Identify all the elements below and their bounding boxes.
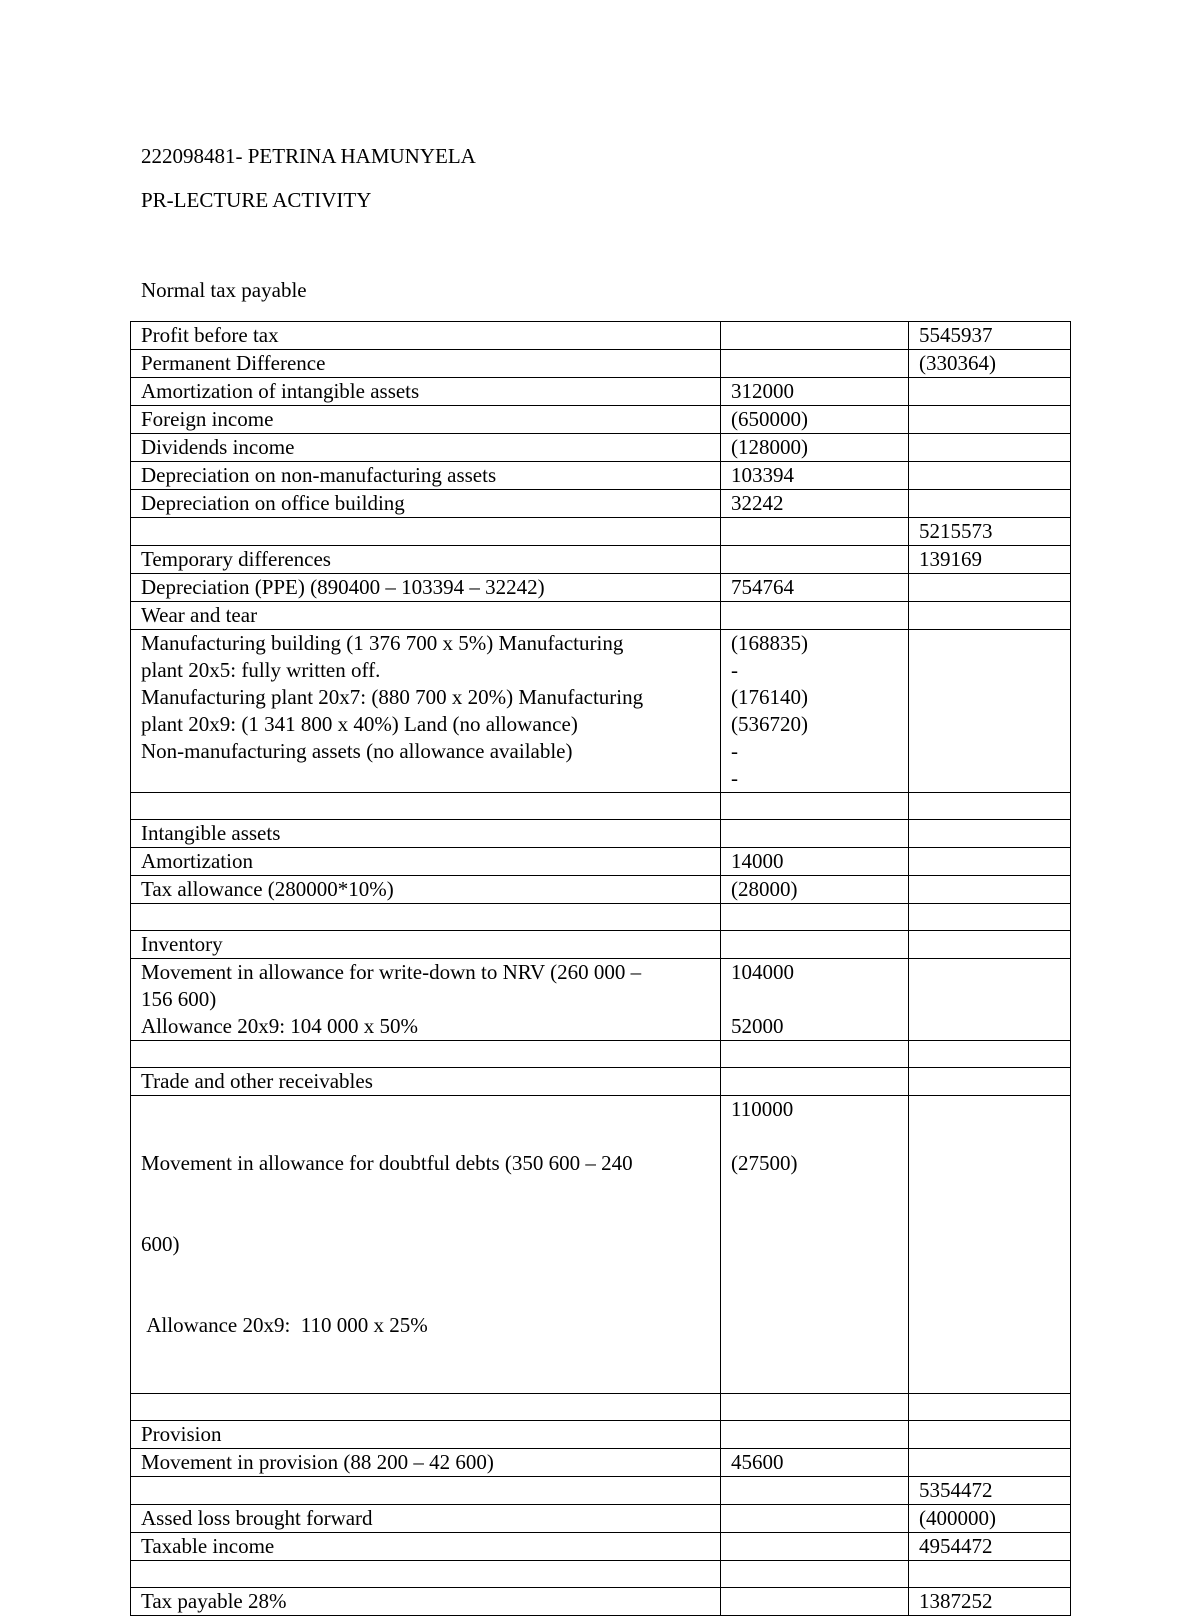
row-amount — [721, 1533, 909, 1561]
row-total — [909, 931, 1071, 959]
row-label: Permanent Difference — [131, 350, 721, 378]
row-total: (400000) — [909, 1505, 1071, 1533]
amount-line: 104000 — [731, 960, 794, 984]
row-total — [909, 406, 1071, 434]
amount-line: 110000 — [731, 1097, 794, 1121]
row-label: Depreciation on office building — [131, 490, 721, 518]
row-label — [131, 1477, 721, 1505]
table-row — [131, 406, 1071, 434]
row-total — [909, 959, 1071, 1041]
table-row — [131, 602, 1071, 630]
row-total: 5545937 — [909, 322, 1071, 350]
wear-and-tear-detail-row — [131, 630, 1071, 793]
blank-row — [131, 793, 1071, 820]
row-amount: 45600 — [721, 1449, 909, 1477]
blank-row — [131, 1394, 1071, 1421]
amount-line — [731, 1123, 898, 1150]
table-row — [131, 1505, 1071, 1533]
amount-line: - — [731, 658, 738, 682]
table-row — [131, 1421, 1071, 1449]
row-label: Taxable income — [131, 1533, 721, 1561]
row-label: Profit before tax — [131, 322, 721, 350]
row-label: Depreciation on non-manufacturing assets — [131, 462, 721, 490]
subtotal-row — [131, 1477, 1071, 1505]
row-total — [909, 462, 1071, 490]
row-amount — [721, 602, 909, 630]
row-amount — [721, 820, 909, 848]
description-line: Allowance 20x9: 104 000 x 50% — [141, 1014, 419, 1038]
row-total — [909, 630, 1071, 793]
row-total: 139169 — [909, 546, 1071, 574]
table-row — [131, 350, 1071, 378]
row-amount: 14000 — [721, 848, 909, 876]
blank-row — [131, 1041, 1071, 1068]
row-total: 4954472 — [909, 1533, 1071, 1561]
table-row — [131, 1533, 1071, 1561]
row-label — [131, 518, 721, 546]
table-row — [131, 574, 1071, 602]
table-row — [131, 820, 1071, 848]
row-amount — [721, 1068, 909, 1096]
receivables-descriptions — [131, 1096, 721, 1394]
row-total — [909, 434, 1071, 462]
table-row — [131, 434, 1071, 462]
amount-line — [731, 986, 898, 1013]
row-total: 5354472 — [909, 1477, 1071, 1505]
amount-line: 52000 — [731, 1014, 784, 1038]
row-total — [909, 1421, 1071, 1449]
inventory-descriptions — [131, 959, 721, 1041]
description-line: Non-manufacturing assets (no allowance available) — [141, 739, 573, 763]
table-row — [131, 322, 1071, 350]
row-label: Temporary differences — [131, 546, 721, 574]
row-label: Foreign income — [131, 406, 721, 434]
table-row — [131, 1068, 1071, 1096]
description-line: Movement in allowance for write-down to NRV (260 000 – — [141, 960, 642, 984]
tax-payable-row — [131, 1588, 1071, 1616]
row-total — [909, 378, 1071, 406]
row-total: 1387252 — [909, 1588, 1071, 1616]
wear-and-tear-amounts — [721, 630, 909, 793]
row-label: Intangible assets — [131, 820, 721, 848]
row-amount: 754764 — [721, 574, 909, 602]
row-total — [909, 1096, 1071, 1394]
row-amount — [721, 931, 909, 959]
row-total: 5215573 — [909, 518, 1071, 546]
row-amount — [721, 322, 909, 350]
row-label: Provision — [131, 1421, 721, 1449]
row-total — [909, 490, 1071, 518]
row-total — [909, 876, 1071, 904]
row-label: Depreciation (PPE) (890400 – 103394 – 32242) — [131, 574, 721, 602]
section-title: Normal tax payable — [141, 278, 307, 302]
table-row — [131, 1449, 1071, 1477]
description-line: plant 20x5: fully written off. — [141, 658, 381, 682]
row-amount — [721, 1421, 909, 1449]
row-amount: (128000) — [721, 434, 909, 462]
table-row — [131, 490, 1071, 518]
description-line: Manufacturing building (1 376 700 x 5%) Manufacturing — [141, 631, 624, 655]
table-row — [131, 546, 1071, 574]
row-amount: 32242 — [721, 490, 909, 518]
amount-line: - — [731, 739, 738, 763]
table-row — [131, 848, 1071, 876]
row-label: Tax payable 28% — [131, 1588, 721, 1616]
row-label: Assed loss brought forward — [131, 1505, 721, 1533]
tax-computation-table — [130, 321, 1071, 1616]
row-label: Trade and other receivables — [131, 1068, 721, 1096]
row-total — [909, 848, 1071, 876]
table-row — [131, 931, 1071, 959]
row-total: (330364) — [909, 350, 1071, 378]
row-amount — [721, 1588, 909, 1616]
row-total — [909, 1449, 1071, 1477]
wear-and-tear-descriptions — [131, 630, 721, 793]
row-amount: 103394 — [721, 462, 909, 490]
description-line: Allowance 20x9: 110 000 x 25% — [141, 1313, 428, 1337]
row-amount: (650000) — [721, 406, 909, 434]
blank-row — [131, 904, 1071, 931]
row-amount — [721, 350, 909, 378]
description-line: 600) — [141, 1232, 180, 1256]
row-amount — [721, 1477, 909, 1505]
row-label: Dividends income — [131, 434, 721, 462]
table-row — [131, 378, 1071, 406]
amount-line: (536720) — [731, 712, 808, 736]
row-amount — [721, 546, 909, 574]
receivables-detail-row — [131, 1096, 1071, 1394]
amount-line: (27500) — [731, 1151, 798, 1175]
inventory-detail-row — [131, 959, 1071, 1041]
blank-row — [131, 1561, 1071, 1588]
row-total — [909, 820, 1071, 848]
row-total — [909, 602, 1071, 630]
description-line: Manufacturing plant 20x7: (880 700 x 20%) Manufacturing — [141, 685, 644, 709]
description-line: plant 20x9: (1 341 800 x 40%) Land (no allowance) — [141, 712, 578, 736]
row-label: Movement in provision (88 200 – 42 600) — [131, 1449, 721, 1477]
row-amount: 312000 — [721, 378, 909, 406]
row-label: Inventory — [131, 931, 721, 959]
table-row — [131, 876, 1071, 904]
description-line: 156 600) — [141, 987, 217, 1011]
row-label: Wear and tear — [131, 602, 721, 630]
amount-line: (176140) — [731, 685, 808, 709]
activity-title: PR-LECTURE ACTIVITY — [141, 188, 372, 212]
row-total — [909, 1068, 1071, 1096]
row-total — [909, 574, 1071, 602]
receivables-amounts — [721, 1096, 909, 1394]
row-amount — [721, 1505, 909, 1533]
amount-line: - — [731, 766, 738, 790]
amount-line: (168835) — [731, 631, 808, 655]
student-id-name: 222098481- PETRINA HAMUNYELA — [141, 144, 476, 168]
table-row — [131, 462, 1071, 490]
row-label: Amortization of intangible assets — [131, 378, 721, 406]
row-label: Tax allowance (280000*10%) — [131, 876, 721, 904]
subtotal-row — [131, 518, 1071, 546]
inventory-amounts — [721, 959, 909, 1041]
row-amount — [721, 518, 909, 546]
row-amount: (28000) — [721, 876, 909, 904]
row-label: Amortization — [131, 848, 721, 876]
description-line: Movement in allowance for doubtful debts (350 600 – 240 — [141, 1151, 633, 1175]
